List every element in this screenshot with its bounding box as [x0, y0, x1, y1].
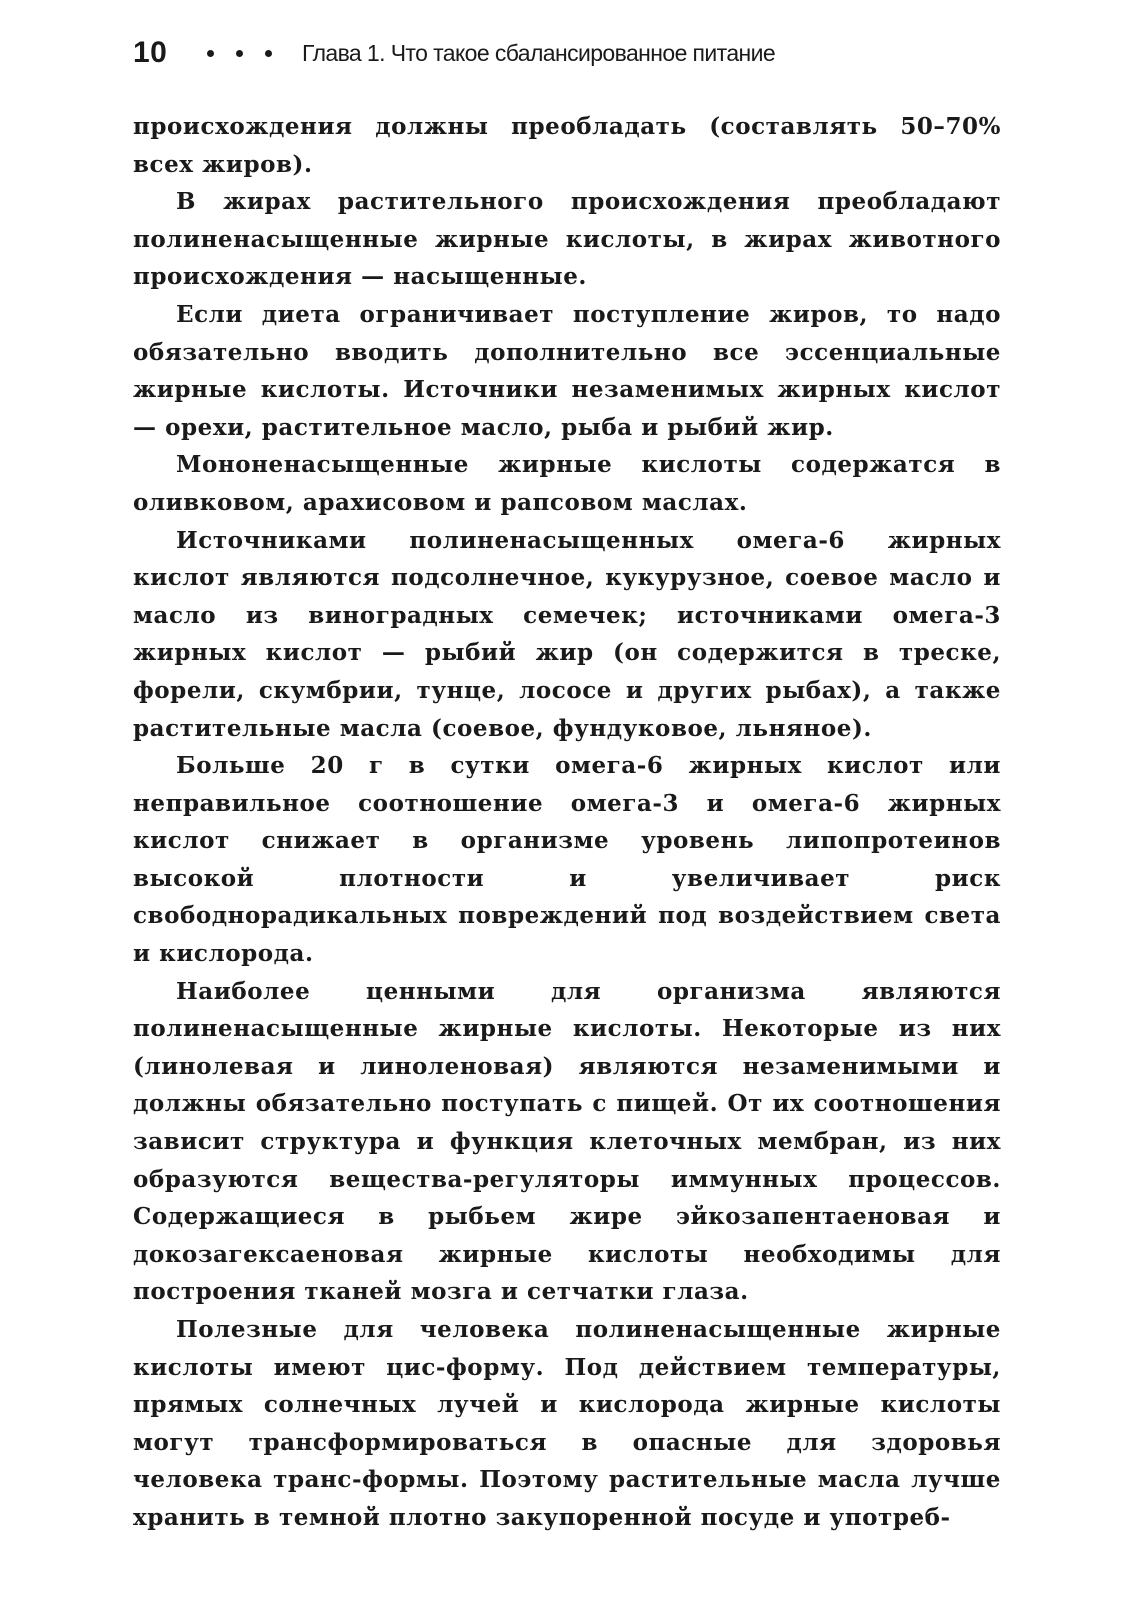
body-text	[133, 108, 1001, 1537]
paragraph-continued: происхождения должны преобладать (составлять 50–70% всех жиров).	[133, 113, 1001, 178]
running-header	[133, 36, 1001, 70]
separator-dots	[207, 50, 272, 57]
bullet-dot-icon	[236, 50, 243, 57]
paragraph: Наиболее ценными для организма являются полиненасыщенные жирные кислоты. Некоторые из них (линолевая и линоленовая) являются незаменимыми и должны обязательно поступать с пищей. От их соотношения зависит структура и функция клеточных мембран, из них образуются вещества-регуляторы иммунных процессов. Содержащиеся в рыбьем жире эйкозапентаеновая и докозагексаеновая жирные кислоты необходимы для построения тканей мозга и сетчатки глаза.	[133, 977, 1001, 1306]
book-page	[133, 36, 1001, 1537]
paragraph: Больше 20 г в сутки омега-6 жирных кислот или неправильное соотношение омега-3 и омега-6 жирных кислот снижает в организме уровень липопротеинов высокой плотности и увеличивает риск свободнорадикальных повреждений под воздействием света и кислорода.	[133, 752, 1001, 968]
page-number: 10	[133, 36, 168, 69]
paragraph: Полезные для человека полиненасыщенные жирные кислоты имеют цис-форму. Под действием температуры, прямых солнечных лучей и кислорода жирные кислоты могут трансформироваться в опасные для здоровья человека транс-формы. Поэтому растительные масла лучше хранить в темной плотно закупоренной посуде и употреб-	[133, 1316, 1001, 1531]
paragraph: Источниками полиненасыщенных омега-6 жирных кислот являются подсолнечное, кукурузное, соевое масло и масло из виноградных семечек; источниками омега-3 жирных кислот — рыбий жир (он содержится в треске, форели, скумбрии, тунце, лососе и других рыбах), а также растительные масла (соевое, фундуковое, льняное).	[133, 526, 1001, 742]
bullet-dot-icon	[265, 50, 272, 57]
paragraph: В жирах растительного происхождения преобладают полиненасыщенные жирные кислоты, в жирах животного происхождения — насыщенные.	[133, 188, 1001, 291]
bullet-dot-icon	[207, 50, 214, 57]
paragraph: Если диета ограничивает поступление жиров, то надо обязательно вводить дополнительно все эссенциальные жирные кислоты. Источники незаменимых жирных кислот — орехи, растительное масло, рыба и рыбий жир.	[133, 300, 1001, 441]
paragraph: Мононенасыщенные жирные кислоты содержатся в оливковом, арахисовом и рапсовом маслах.	[133, 451, 1001, 516]
chapter-title: Глава 1. Что такое сбалансированное питание	[302, 39, 776, 66]
